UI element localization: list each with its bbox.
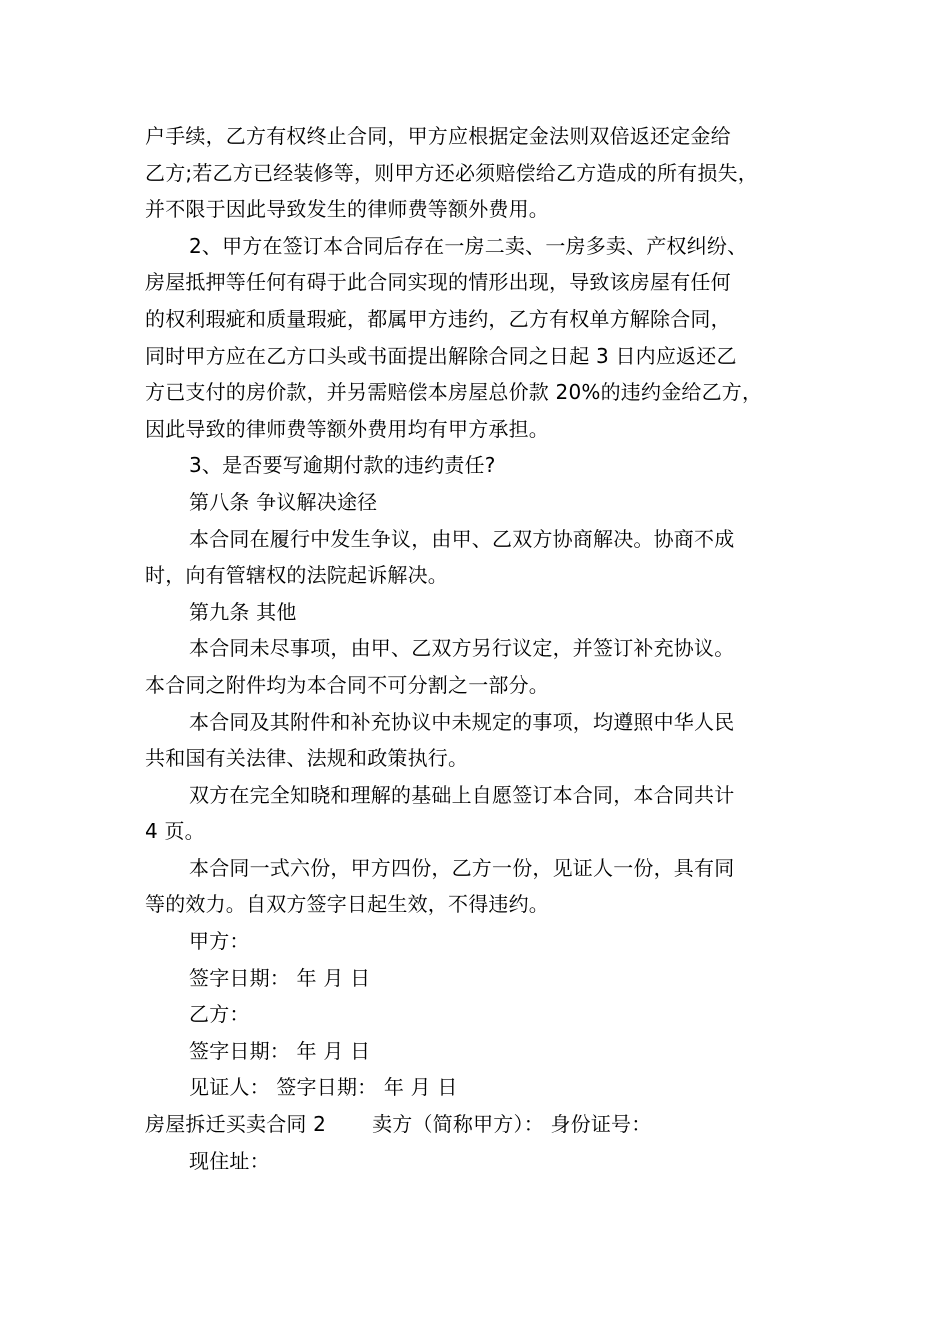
next-document-title-row xyxy=(145,1106,825,1143)
text-line: 房屋抵押等任何有碍于此合同实现的情形出现，导致该房屋有任何 xyxy=(145,270,731,295)
text-line: 双方在完全知晓和理解的基础上自愿签订本合同，本合同共计 xyxy=(189,782,735,807)
next-document-title: 房屋拆迁买卖合同 2 xyxy=(145,1112,327,1137)
section-heading: 第九条 其他 xyxy=(189,599,297,624)
text-line: 时，向有管辖权的法院起诉解决。 xyxy=(145,563,448,588)
text-line: 户手续，乙方有权终止合同，甲方应根据定金法则双倍返还定金给 xyxy=(145,124,731,148)
text-line: 3、是否要写逾期付款的违约责任? xyxy=(189,453,496,478)
text-line: 本合同在履行中发生争议，由甲、乙双方协商解决。协商不成 xyxy=(189,526,735,551)
signature-date: 签字日期： 年 月 日 xyxy=(189,965,371,990)
text-line: 并不限于因此导致发生的律师费等额外费用。 xyxy=(145,197,549,222)
witness-signature: 见证人： 签字日期： 年 月 日 xyxy=(189,1075,458,1100)
document-body xyxy=(145,118,825,1179)
text-line: 因此导致的律师费等额外费用均有甲方承担。 xyxy=(145,416,549,441)
text-line: 等的效力。自双方签字日起生效，不得违约。 xyxy=(145,892,549,917)
party-a-label: 甲方： xyxy=(189,929,250,954)
text-line: 乙方;若乙方已经装修等，则甲方还必须赔偿给乙方造成的所有损失， xyxy=(145,160,758,185)
text-line: 共和国有关法律、法规和政策执行。 xyxy=(145,746,469,771)
address-line: 现住址： xyxy=(189,1148,270,1173)
text-line: 2、甲方在签订本合同后存在一房二卖、一房多卖、产权纠纷、 xyxy=(189,233,748,258)
text-line: 本合同之附件均为本合同不可分割之一部分。 xyxy=(145,672,549,697)
text-line: 同时甲方应在乙方口头或书面提出解除合同之日起 3 日内应返还乙 xyxy=(145,343,737,368)
text-line: 本合同未尽事项，由甲、乙双方另行议定，并签订补充协议。 xyxy=(189,636,735,661)
text-line: 方已支付的房价款，并另需赔偿本房屋总价款 20%的违约金给乙方， xyxy=(145,380,763,405)
signature-date: 签字日期： 年 月 日 xyxy=(189,1038,371,1063)
text-line: 的权利瑕疵和质量瑕疵，都属甲方违约，乙方有权单方解除合同， xyxy=(145,306,731,331)
text-line: 4 页。 xyxy=(145,819,205,844)
seller-id-line: 卖方（简称甲方）： 身份证号： xyxy=(372,1112,652,1137)
section-heading: 第八条 争议解决途径 xyxy=(189,489,378,514)
party-b-label: 乙方： xyxy=(189,1002,250,1027)
text-line: 本合同及其附件和补充协议中未规定的事项，均遵照中华人民 xyxy=(189,709,735,734)
text-line: 本合同一式六份，甲方四份，乙方一份，见证人一份，具有同 xyxy=(189,855,735,880)
